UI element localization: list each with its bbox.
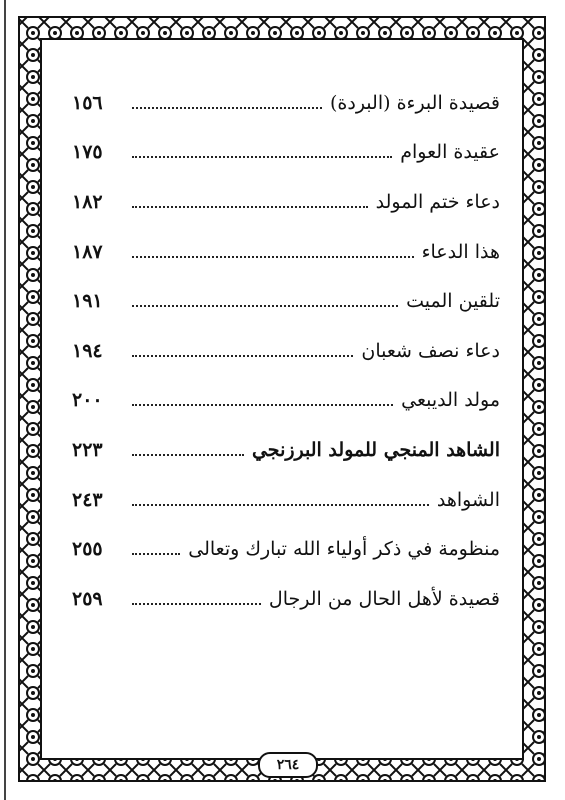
toc-leader-dots bbox=[132, 256, 414, 258]
toc-entry bbox=[72, 326, 500, 376]
toc-entry-page: ٢٠٠ bbox=[72, 389, 103, 412]
toc-entry bbox=[72, 376, 500, 426]
toc-entry-title: قصيدة البرءة (البردة) bbox=[330, 91, 500, 114]
toc-entry-page: ١٩٤ bbox=[72, 339, 103, 362]
toc-entry bbox=[72, 128, 500, 178]
page-number: ٢٦٤ bbox=[258, 752, 318, 778]
toc-entry-page: ٢٥٥ bbox=[72, 538, 103, 561]
toc-entry-title: دعاء نصف شعبان bbox=[361, 339, 500, 362]
toc-leader-dots bbox=[132, 603, 261, 605]
toc-leader-dots bbox=[132, 404, 393, 406]
toc-entry-page: ١٨٢ bbox=[72, 190, 103, 213]
toc-leader-dots bbox=[132, 553, 180, 555]
toc-leader-dots bbox=[132, 206, 368, 208]
toc-entry bbox=[72, 574, 500, 624]
toc-entry-title: تلقين الميت bbox=[406, 290, 500, 313]
toc-leader-dots bbox=[132, 156, 392, 158]
toc-entry bbox=[72, 276, 500, 326]
toc-entry-title: مولد الديبعي bbox=[401, 389, 500, 412]
toc-entry bbox=[72, 475, 500, 525]
toc-entry-page: ١٧٥ bbox=[72, 141, 103, 164]
toc-entry bbox=[72, 227, 500, 277]
toc-entry bbox=[72, 78, 500, 128]
toc-leader-dots bbox=[132, 355, 353, 357]
toc-entry-title: هذا الدعاء bbox=[421, 240, 500, 263]
toc-entry-page: ١٥٦ bbox=[72, 91, 103, 114]
toc-entry-title: منظومة في ذكر أولياء الله تبارك وتعالى bbox=[188, 538, 500, 561]
toc-entry-title: الشواهد bbox=[436, 488, 500, 511]
toc-leader-dots bbox=[132, 305, 398, 307]
toc-entry bbox=[72, 177, 500, 227]
toc-entry-page: ١٩١ bbox=[72, 290, 103, 313]
table-of-contents bbox=[72, 78, 500, 624]
toc-leader-dots bbox=[132, 454, 244, 456]
toc-leader-dots bbox=[132, 107, 322, 109]
toc-entry-title: قصيدة لأهل الحال من الرجال bbox=[268, 587, 500, 610]
toc-entry bbox=[72, 524, 500, 574]
toc-entry-page: ١٨٧ bbox=[72, 240, 103, 263]
toc-entry bbox=[72, 425, 500, 475]
toc-entry-page: ٢٥٩ bbox=[72, 587, 103, 610]
toc-leader-dots bbox=[132, 504, 429, 506]
toc-entry-page: ٢٤٣ bbox=[72, 488, 103, 511]
toc-entry-page: ٢٢٣ bbox=[72, 438, 103, 461]
toc-entry-title: الشاهد المنجي للمولد البرزنجي bbox=[251, 438, 500, 461]
toc-entry-title: عقيدة العوام bbox=[400, 141, 500, 164]
toc-entry-title: دعاء ختم المولد bbox=[375, 190, 500, 213]
